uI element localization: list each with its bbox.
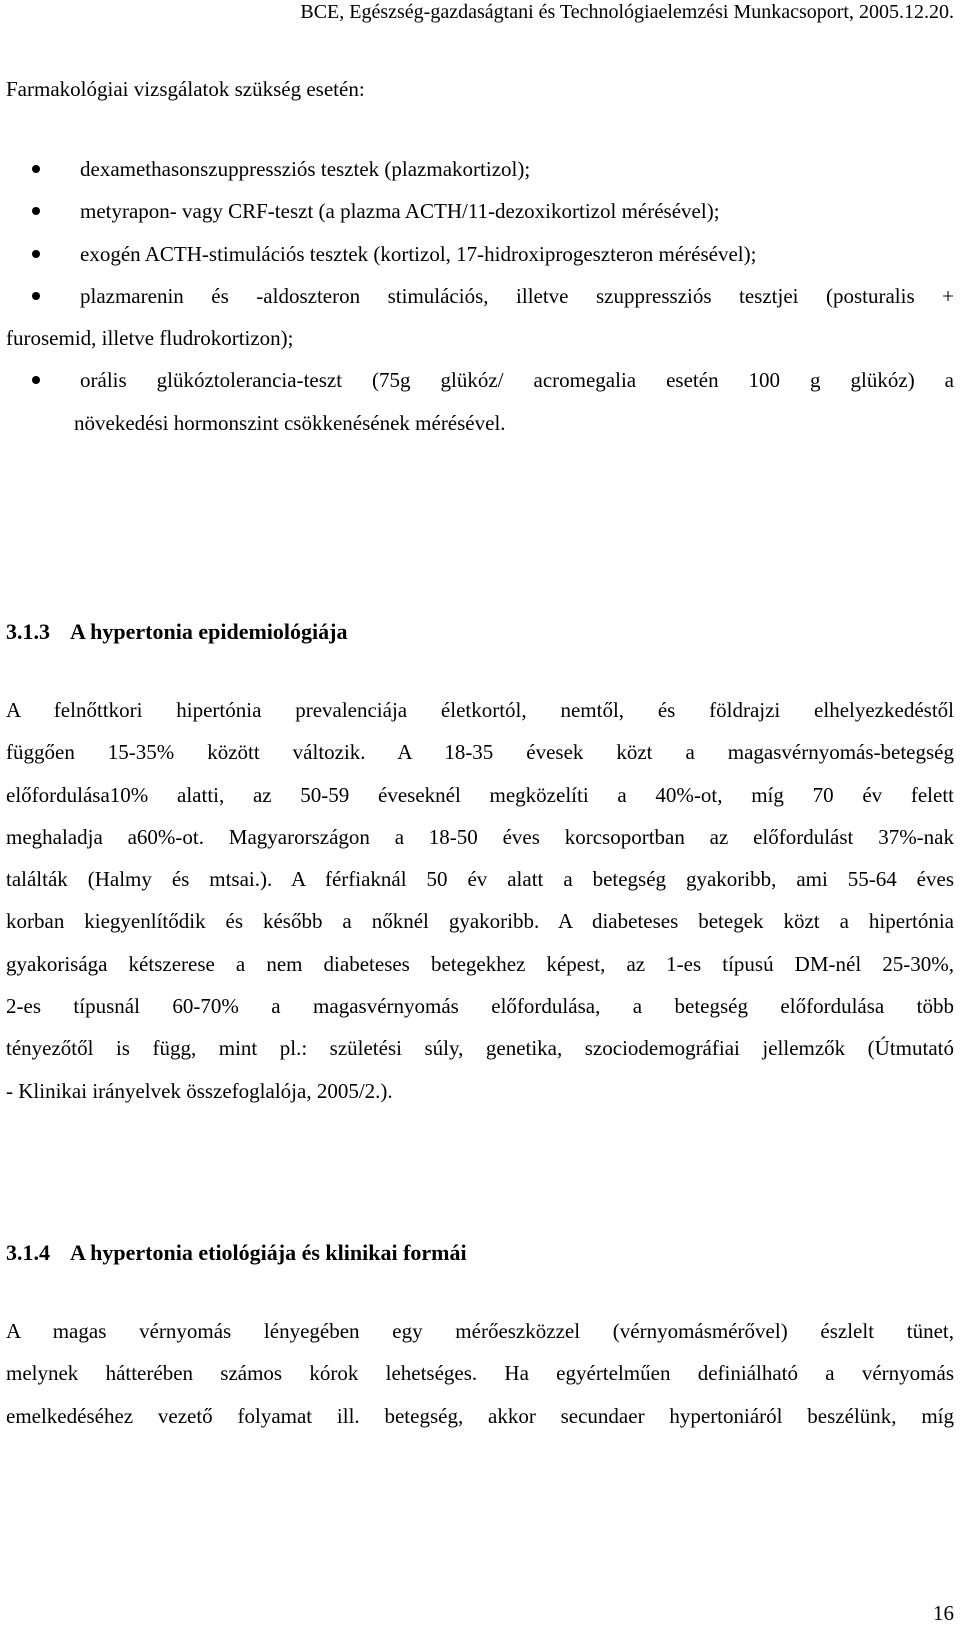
paragraph-line: 2-es típusnál 60-70% a magasvérnyomás előfordulása, a betegség előfordulása több — [6, 994, 954, 1019]
section-heading — [6, 618, 347, 646]
paragraph-line: előfordulása10% alatti, az 50-59 éveseknél megközelíti a 40%-ot, míg 70 év felett — [6, 782, 954, 807]
paragraph-line: gyakorisága kétszerese a nem diabeteses betegekhez képest, az 1-es típusú DM-nél 25-30%, — [6, 951, 954, 976]
section-title: A hypertonia epidemiológiája — [70, 619, 348, 644]
list-item — [0, 275, 960, 360]
paragraph-line: meghaladja a60%-ot. Magyarországon a 18-50 éves korcsoportban az előfordulást 37%-nak — [6, 824, 954, 849]
intro-line: Farmakológiai vizsgálatok szükség esetén: — [6, 77, 365, 101]
page-number: 16 — [933, 1601, 954, 1625]
list-item — [0, 233, 960, 275]
paragraph-line: melynek hátterében számos kórok lehetséges. Ha egyértelműen definiálható a vérnyomás — [6, 1361, 954, 1386]
bullet-icon — [32, 250, 40, 258]
bullet-icon — [32, 292, 40, 300]
section-paragraph — [6, 1310, 954, 1437]
bullet-icon — [32, 165, 40, 173]
paragraph-line: függően 15-35% között változik. A 18-35 évesek közt a magasvérnyomás-betegség — [6, 740, 954, 765]
bullet-icon — [32, 376, 40, 384]
list-item-text-continued: furosemid, illetve fludrokortizon); — [6, 326, 294, 351]
section-heading — [6, 1239, 467, 1267]
list-item-text: orális glükóztolerancia-teszt (75g glükóz/ acromegalia esetén 100 g glükóz) a — [80, 368, 954, 393]
paragraph-line: A felnőttkori hipertónia prevalenciája életkortól, nemtől, és földrajzi elhelyezkedéstől — [6, 698, 954, 722]
list-item-text: metyrapon- vagy CRF-teszt (a plazma ACTH/11-dezoxikortizol mérésével); — [80, 199, 720, 224]
list-item-text: exogén ACTH-stimulációs tesztek (kortizol, 17-hidroxiprogeszteron mérésével); — [80, 241, 757, 266]
list-item — [0, 190, 960, 232]
paragraph-line: - Klinikai irányelvek összefoglalója, 2005/2.). — [6, 1078, 393, 1103]
list-item-text: dexamethasonszuppressziós tesztek (plazmakortizol); — [80, 157, 531, 181]
section-number: 3.1.4 — [6, 1240, 50, 1265]
paragraph-line: tényezőtől is függ, mint pl.: születési súly, genetika, szociodemográfiai jellemzők (Útmutató — [6, 1036, 954, 1061]
bullet-list — [0, 148, 960, 444]
list-item — [0, 359, 960, 444]
list-item — [0, 148, 960, 190]
section-paragraph — [6, 689, 954, 1112]
running-header: BCE, Egészség-gazdaságtani és Technológiaelemzési Munkacsoport, 2005.12.20. — [300, 1, 954, 23]
bullet-icon — [32, 207, 40, 215]
section-title: A hypertonia etiológiája és klinikai formái — [70, 1240, 467, 1265]
list-item-text: plazmarenin és -aldoszteron stimulációs, illetve szuppressziós tesztjei (posturalis + — [80, 283, 954, 308]
list-item-text-continued: növekedési hormonszint csökkenésének mérésével. — [74, 410, 506, 435]
paragraph-line: A magas vérnyomás lényegében egy mérőeszközzel (vérnyomásmérővel) észlelt tünet, — [6, 1319, 954, 1343]
paragraph-line: találták (Halmy és mtsai.). A férfiaknál 50 év alatt a betegség gyakoribb, ami 55-64 éves — [6, 867, 954, 892]
section-number: 3.1.3 — [6, 619, 50, 644]
paragraph-line: emelkedéséhez vezető folyamat ill. betegség, akkor secundaer hypertoniáról beszélünk, míg — [6, 1403, 954, 1428]
paragraph-line: korban kiegyenlítődik és később a nőknél gyakoribb. A diabeteses betegek közt a hipertónia — [6, 909, 954, 934]
